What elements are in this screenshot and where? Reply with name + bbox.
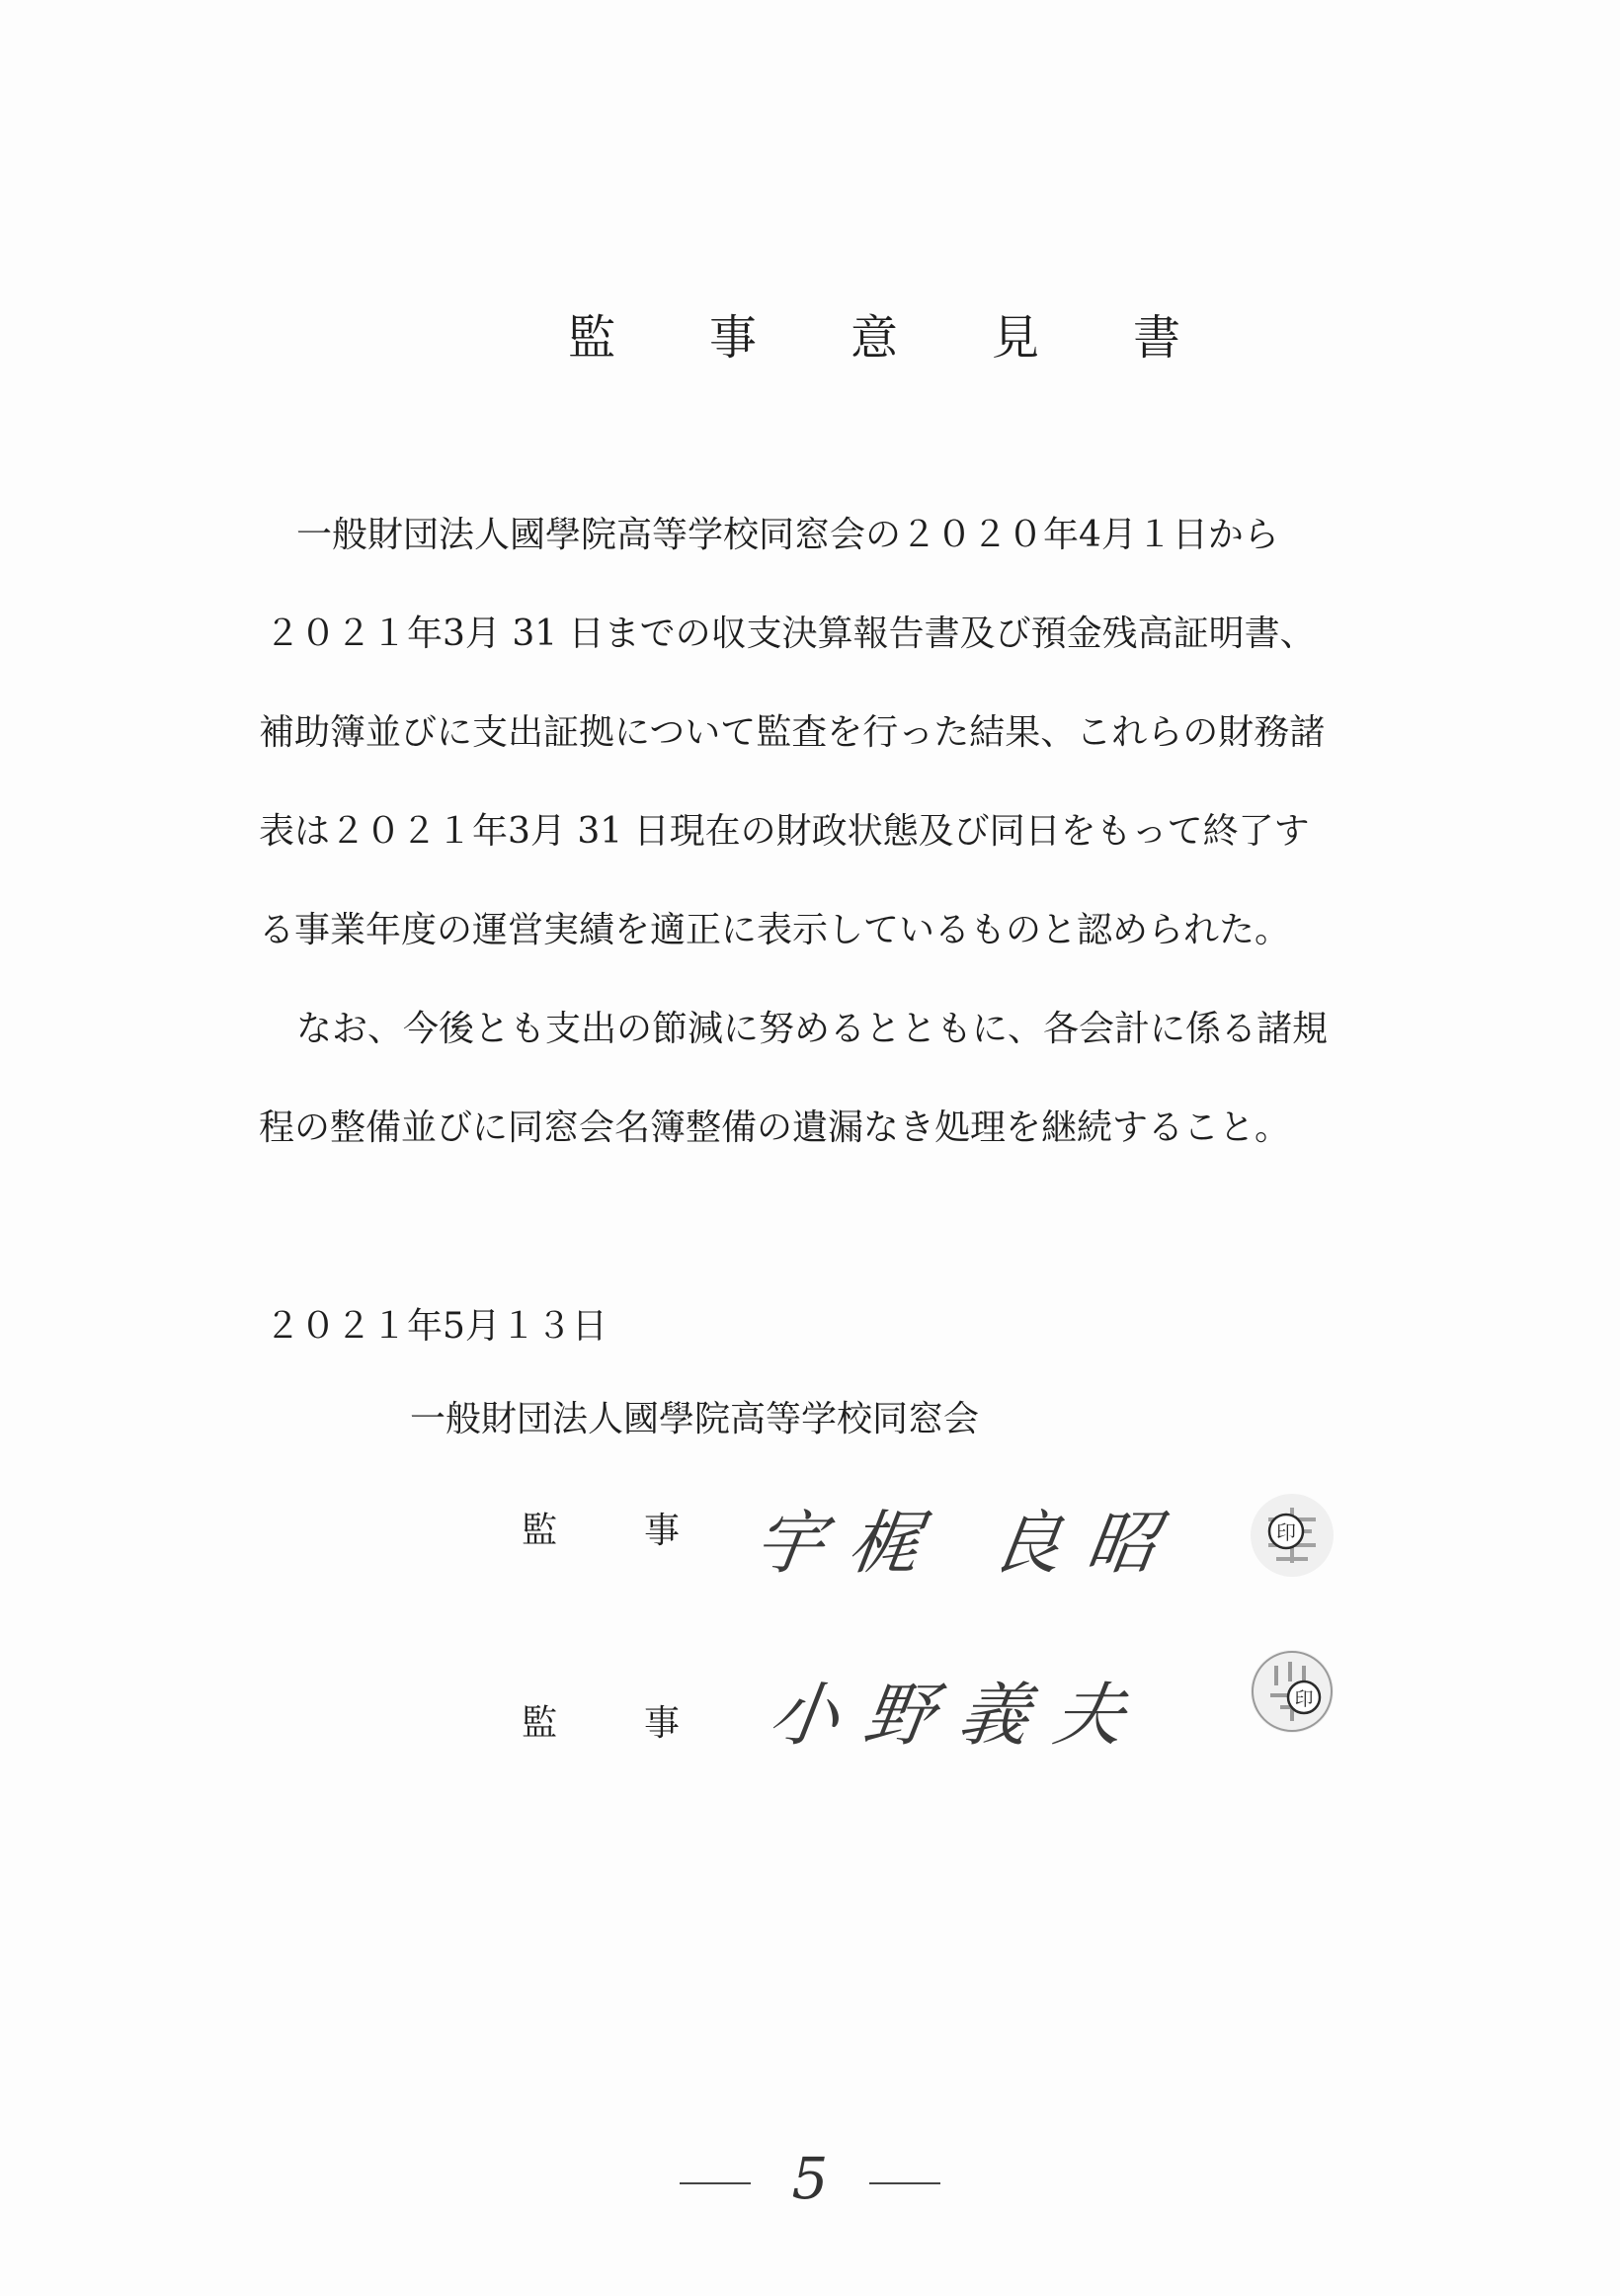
role-char: 監: [522, 1703, 558, 1744]
document-title: [568, 308, 1180, 368]
role-char: 事: [643, 1703, 680, 1744]
body-line: 一般財団法人國學院高等学校同窓会の２０２０年4月１日から: [296, 515, 1279, 555]
seal-stamp-icon: [1247, 1490, 1337, 1581]
body-line: 補助簿並びに支出証拠について監査を行った結果、これらの財務諸: [259, 712, 1326, 753]
svg-text:印: 印: [1294, 1688, 1314, 1710]
title-char: 監: [568, 310, 616, 366]
body-line: ２０２１年3月 31 日までの収支決算報告書及び預金残高証明書、: [265, 614, 1316, 654]
body-line: 表は２０２１年3月 31 日現在の財政状態及び同日をもって終了す: [259, 811, 1310, 852]
title-char: 見: [991, 310, 1039, 366]
role-char: 事: [643, 1511, 680, 1551]
title-char: 書: [1132, 310, 1180, 366]
role-char: 監: [522, 1511, 558, 1551]
footer-dash: [680, 2182, 751, 2184]
title-char: 意: [850, 310, 898, 366]
page-number-footer: [0, 2144, 1620, 2213]
svg-text:印: 印: [1276, 1520, 1296, 1544]
body-line: なお、今後とも支出の節減に努めるとともに、各会計に係る諸規: [296, 1009, 1329, 1049]
handwritten-signature: 宇梶 良昭: [749, 1503, 1188, 1584]
page-number: 5: [791, 2145, 829, 2212]
organization-name: 一般財団法人國學院高等学校同窓会: [410, 1399, 980, 1439]
signatory-role: [522, 1699, 680, 1749]
signatory-role: [522, 1507, 680, 1556]
title-char: 事: [708, 310, 757, 366]
body-line: る事業年度の運営実績を適正に表示しているものと認められた。: [259, 910, 1291, 950]
footer-dash: [869, 2182, 940, 2184]
seal-stamp-icon: [1247, 1646, 1337, 1737]
handwritten-signature: 小野義夫: [764, 1675, 1155, 1756]
body-line: 程の整備並びに同窓会名簿整備の遺漏なき処理を継続すること。: [259, 1107, 1291, 1148]
document-date: ２０２１年5月１３日: [265, 1306, 608, 1347]
